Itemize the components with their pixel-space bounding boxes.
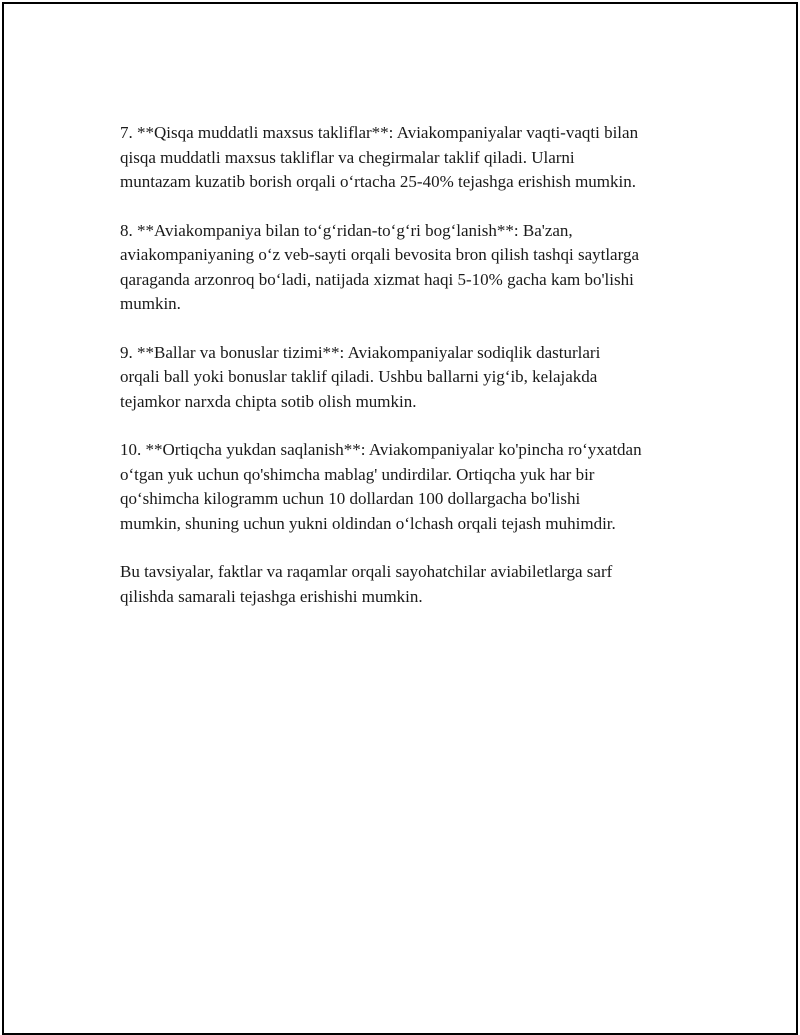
paragraph-item-9: 9. **Ballar va bonuslar tizimi**: Aviakompaniyalar sodiqlik dasturlari orqali ball yoki bonuslar taklif qiladi. Ushbu ballarni yig‘ib, kelajakda tejamkor narxda chipta sotib olish mumkin. <box>120 342 601 411</box>
paragraph-item-7: 7. **Qisqa muddatli maxsus takliflar**: Aviakompaniyalar vaqti-vaqti bilan qisqa muddatli maxsus takliflar va chegirmalar taklif qiladi. Ularni muntazam kuzatib borish orqali o‘rtacha 25-40% tejashga erishish mumkin. <box>120 123 639 191</box>
paragraph-item-8: 8. **Aviakompaniya bilan to‘g‘ridan-to‘g‘ri bog‘lanish**: Ba'zan, aviakompaniyaning o‘z veb-sayti orqali bevosita bron qilish tashqi saytlarga qaraganda arzonroq bo‘ladi, natijada xizmat haqi 5-10% gacha kam bo'lishi mumkin. <box>120 220 640 313</box>
document-page <box>2 2 798 1035</box>
document-body <box>120 121 700 633</box>
paragraph-item-10: 10. **Ortiqcha yukdan saqlanish**: Aviakompaniyalar ko'pincha ro‘yxatdan o‘tgan yuk uchun qo'shimcha mablag' undirdilar. Ortiqcha yuk har bir qo‘shimcha kilogramm uchun 10 dollardan 100 dollargacha bo'lishi mumkin, shuning uchun yukni oldindan o‘lchash orqali tejash muhimdir. <box>120 440 642 533</box>
paragraph-conclusion: Bu tavsiyalar, faktlar va raqamlar orqali sayohatchilar aviabiletlarga sarf qilishda samarali tejashga erishishi mumkin. <box>120 562 613 606</box>
